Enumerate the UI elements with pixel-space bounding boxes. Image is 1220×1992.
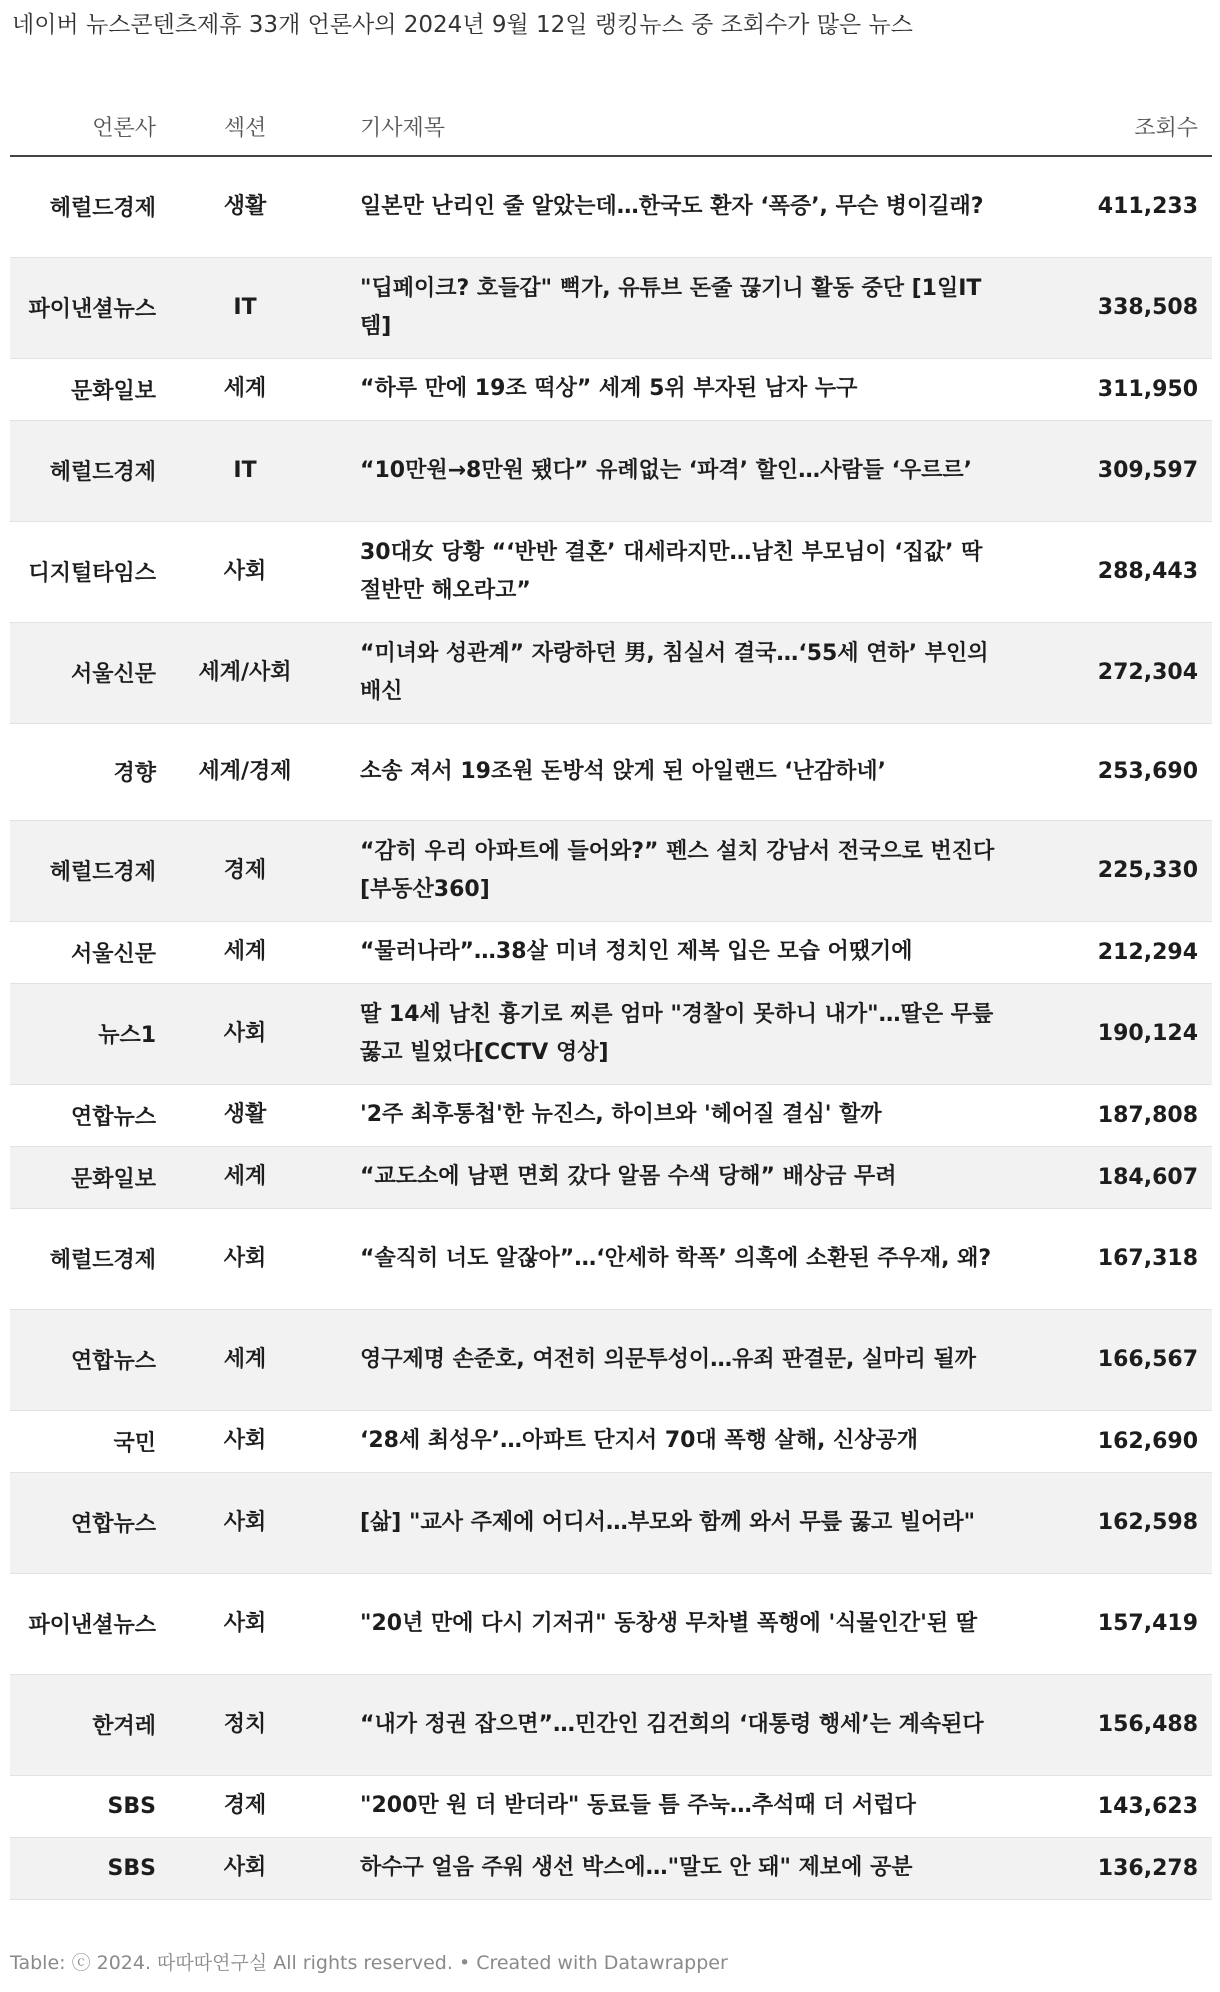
headline-cell: 영구제명 손준호, 여전히 의문투성이…유죄 판결문, 실마리 될까 xyxy=(320,1309,1052,1410)
publisher-cell: 서울신문 xyxy=(10,622,170,723)
table-row xyxy=(10,921,1212,983)
views-cell: 166,567 xyxy=(1052,1309,1212,1410)
headline-cell: 딸 14세 남친 흉기로 찌른 엄마 "경찰이 못하니 내가"…딸은 무릎꿇고 빌었다[CCTV 영상] xyxy=(320,983,1052,1084)
table-row xyxy=(10,1472,1212,1573)
views-cell: 411,233 xyxy=(1052,156,1212,257)
views-cell: 136,278 xyxy=(1052,1837,1212,1899)
views-cell: 309,597 xyxy=(1052,420,1212,521)
table-row xyxy=(10,420,1212,521)
publisher-cell: 연합뉴스 xyxy=(10,1084,170,1146)
views-cell: 311,950 xyxy=(1052,358,1212,420)
headline-cell: “솔직히 너도 알잖아”…‘안세하 학폭’ 의혹에 소환된 주우재, 왜? xyxy=(320,1208,1052,1309)
headline-cell: 30대女 당황 “‘반반 결혼’ 대세라지만…남친 부모님이 ‘집값’ 딱 절반만 해오라고” xyxy=(320,521,1052,622)
section-cell: 사회 xyxy=(170,1208,320,1309)
section-cell: 사회 xyxy=(170,1472,320,1573)
column-header-section[interactable]: 섹션 xyxy=(170,98,320,156)
headline-cell: “내가 정권 잡으면”…민간인 김건희의 ‘대통령 행세’는 계속된다 xyxy=(320,1674,1052,1775)
headline-cell: 일본만 난리인 줄 알았는데…한국도 환자 ‘폭증’, 무슨 병이길래? xyxy=(320,156,1052,257)
headline-cell: “물러나라”…38살 미녀 정치인 제복 입은 모습 어땠기에 xyxy=(320,921,1052,983)
table-row xyxy=(10,723,1212,820)
column-header-views[interactable]: 조회수 xyxy=(1052,98,1212,156)
views-cell: 338,508 xyxy=(1052,257,1212,358)
table-row xyxy=(10,1208,1212,1309)
section-cell: 사회 xyxy=(170,1837,320,1899)
section-cell: 사회 xyxy=(170,1410,320,1472)
headline-cell: “하루 만에 19조 떡상” 세계 5위 부자된 남자 누구 xyxy=(320,358,1052,420)
table-row xyxy=(10,622,1212,723)
views-cell: 187,808 xyxy=(1052,1084,1212,1146)
column-header-headline[interactable]: 기사제목 xyxy=(320,98,1052,156)
publisher-cell: 헤럴드경제 xyxy=(10,1208,170,1309)
section-cell: IT xyxy=(170,257,320,358)
table-row xyxy=(10,521,1212,622)
table-row xyxy=(10,1775,1212,1837)
headline-cell: "딥페이크? 호들갑" 뻑가, 유튜브 돈줄 끊기니 활동 중단 [1일IT템] xyxy=(320,257,1052,358)
views-cell: 162,690 xyxy=(1052,1410,1212,1472)
publisher-cell: 경향 xyxy=(10,723,170,820)
headline-cell: “10만원→8만원 됐다” 유례없는 ‘파격’ 할인…사람들 ‘우르르’ xyxy=(320,420,1052,521)
headline-cell: ‘28세 최성우’…아파트 단지서 70대 폭행 살해, 신상공개 xyxy=(320,1410,1052,1472)
publisher-cell: SBS xyxy=(10,1775,170,1837)
headline-cell: “감히 우리 아파트에 들어와?” 펜스 설치 강남서 전국으로 번진다 [부동산360] xyxy=(320,820,1052,921)
publisher-cell: 연합뉴스 xyxy=(10,1472,170,1573)
publisher-cell: 문화일보 xyxy=(10,1146,170,1208)
headline-cell: "200만 원 더 받더라" 동료들 틈 주눅…추석때 더 서럽다 xyxy=(320,1775,1052,1837)
table-row xyxy=(10,820,1212,921)
views-cell: 156,488 xyxy=(1052,1674,1212,1775)
section-cell: 세계/경제 xyxy=(170,723,320,820)
views-cell: 162,598 xyxy=(1052,1472,1212,1573)
publisher-cell: 헤럴드경제 xyxy=(10,156,170,257)
publisher-cell: 헤럴드경제 xyxy=(10,820,170,921)
section-cell: 세계 xyxy=(170,1309,320,1410)
headline-cell: “미녀와 성관계” 자랑하던 男, 침실서 결국…‘55세 연하’ 부인의 배신 xyxy=(320,622,1052,723)
publisher-cell: 파이낸셜뉴스 xyxy=(10,1573,170,1674)
headline-cell: “교도소에 남편 면회 갔다 알몸 수색 당해” 배상금 무려 xyxy=(320,1146,1052,1208)
section-cell: 사회 xyxy=(170,983,320,1084)
table-row xyxy=(10,156,1212,257)
section-cell: 생활 xyxy=(170,1084,320,1146)
views-cell: 288,443 xyxy=(1052,521,1212,622)
headline-cell: 소송 져서 19조원 돈방석 앉게 된 아일랜드 ‘난감하네’ xyxy=(320,723,1052,820)
publisher-cell: 서울신문 xyxy=(10,921,170,983)
section-cell: 정치 xyxy=(170,1674,320,1775)
views-cell: 225,330 xyxy=(1052,820,1212,921)
views-cell: 143,623 xyxy=(1052,1775,1212,1837)
table-row xyxy=(10,1573,1212,1674)
table-header-row xyxy=(10,98,1212,156)
section-cell: 경제 xyxy=(170,1775,320,1837)
publisher-cell: SBS xyxy=(10,1837,170,1899)
publisher-cell: 파이낸셜뉴스 xyxy=(10,257,170,358)
views-cell: 184,607 xyxy=(1052,1146,1212,1208)
headline-cell: 하수구 얼음 주워 생선 박스에…"말도 안 돼" 제보에 공분 xyxy=(320,1837,1052,1899)
views-cell: 212,294 xyxy=(1052,921,1212,983)
publisher-cell: 연합뉴스 xyxy=(10,1309,170,1410)
section-cell: 세계/사회 xyxy=(170,622,320,723)
table-row xyxy=(10,1674,1212,1775)
publisher-cell: 한겨레 xyxy=(10,1674,170,1775)
views-cell: 167,318 xyxy=(1052,1208,1212,1309)
views-cell: 157,419 xyxy=(1052,1573,1212,1674)
section-cell: 사회 xyxy=(170,1573,320,1674)
footer-credit: Table: ⓒ 2024. 따따따연구실 All rights reserved. • Created with Datawrapper xyxy=(10,1952,728,1974)
table-row xyxy=(10,257,1212,358)
table-row xyxy=(10,983,1212,1084)
section-cell: 생활 xyxy=(170,156,320,257)
section-cell: 사회 xyxy=(170,521,320,622)
ranking-table xyxy=(10,98,1212,1900)
section-cell: 경제 xyxy=(170,820,320,921)
table-row xyxy=(10,1309,1212,1410)
publisher-cell: 헤럴드경제 xyxy=(10,420,170,521)
table-row xyxy=(10,1837,1212,1899)
table-row xyxy=(10,1084,1212,1146)
headline-cell: '2주 최후통첩'한 뉴진스, 하이브와 '헤어질 결심' 할까 xyxy=(320,1084,1052,1146)
table-row xyxy=(10,358,1212,420)
publisher-cell: 디지털타임스 xyxy=(10,521,170,622)
table-row xyxy=(10,1146,1212,1208)
section-cell: 세계 xyxy=(170,1146,320,1208)
section-cell: IT xyxy=(170,420,320,521)
publisher-cell: 문화일보 xyxy=(10,358,170,420)
section-cell: 세계 xyxy=(170,921,320,983)
section-cell: 세계 xyxy=(170,358,320,420)
column-header-publisher[interactable]: 언론사 xyxy=(10,98,170,156)
table-body xyxy=(10,156,1212,1899)
publisher-cell: 뉴스1 xyxy=(10,983,170,1084)
headline-cell: [삶] "교사 주제에 어디서…부모와 함께 와서 무릎 꿇고 빌어라" xyxy=(320,1472,1052,1573)
headline-cell: "20년 만에 다시 기저귀" 동창생 무차별 폭행에 '식물인간'된 딸 xyxy=(320,1573,1052,1674)
views-cell: 190,124 xyxy=(1052,983,1212,1084)
views-cell: 253,690 xyxy=(1052,723,1212,820)
views-cell: 272,304 xyxy=(1052,622,1212,723)
publisher-cell: 국민 xyxy=(10,1410,170,1472)
table-row xyxy=(10,1410,1212,1472)
page-title: 네이버 뉴스콘텐츠제휴 33개 언론사의 2024년 9월 12일 랭킹뉴스 중 조회수가 많은 뉴스 xyxy=(12,12,913,38)
